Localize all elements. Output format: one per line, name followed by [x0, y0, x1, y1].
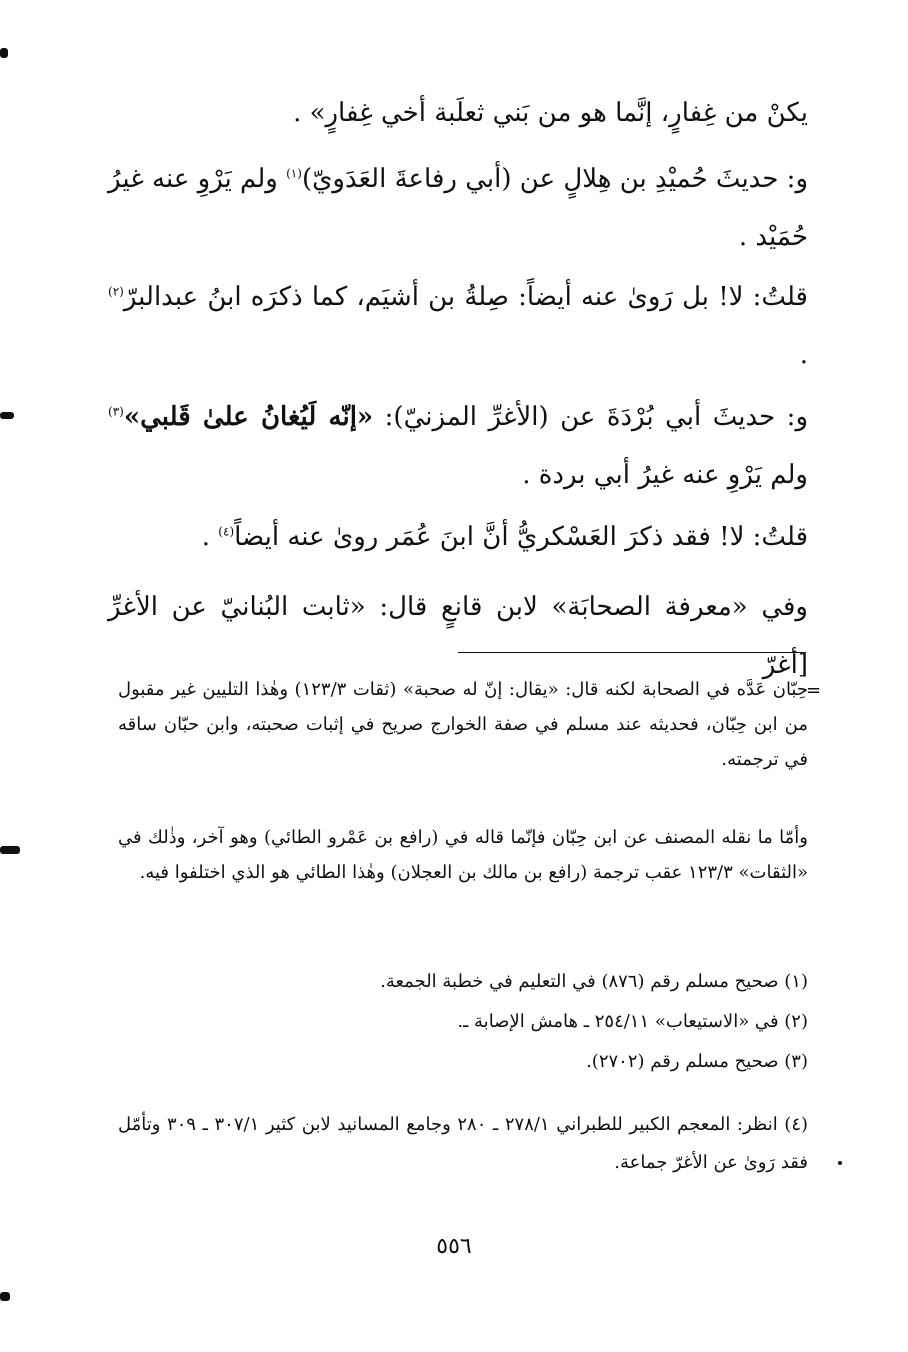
footnote-continuation-mark: =: [806, 680, 822, 701]
paragraph-6: وفي «معرفة الصحابَة» لابن قانعٍ قال: «ثابت البُنانيّ عن الأغرِّ [أغرّ: [108, 592, 808, 680]
scan-mark-3: [0, 846, 20, 854]
footnote-ref-2: (٢): [108, 284, 124, 299]
paragraph-4-text: و: حديثَ أبي بُرْدَةَ عن (الأغرِّ المزنيّ):: [373, 402, 808, 432]
footnote-separator: [458, 652, 806, 653]
footnote-list: [118, 962, 808, 1082]
paragraph-5-tail: .: [201, 522, 219, 552]
hadith-quote: «إنّه لَيُغانُ علىٰ قَلبي»: [123, 402, 374, 432]
footnote-ref-1: (١): [286, 166, 302, 181]
paragraph-2: [108, 150, 808, 266]
paragraph-3-text: قلتُ: لا! بل رَوىٰ عنه أيضاً: صِلةُ بن أشيَم، كما ذكرَه ابنُ عبدالبرّ: [123, 282, 808, 312]
footnote-item: (١) صحيح مسلم رقم (٨٧٦) في التعليم في خطبة الجمعة.: [380, 971, 808, 992]
scan-mark-4: [0, 1292, 10, 1301]
scan-mark-2: [0, 412, 14, 419]
footnote-note: وأمّا ما نقله المصنف عن ابن حِبّان فإنّما قاله في (رافع بن عَمْرو الطائي) وهو آخر، وذٰلك في «الثقات» ١٢٣/٣ عقب ترجمة (رافع بن مالك بن العجلان) وهٰذا الطائي هو الذي اختلفوا فيه.: [118, 827, 808, 883]
paragraph-2-text: و: حديثَ حُميْدِ بن هِلالٍ عن (أبي رفاعةَ العَدَويّ): [301, 164, 808, 194]
footnote-ref-4: (٤): [218, 524, 235, 539]
scan-dot: [838, 1161, 842, 1165]
paragraph-2-tail: ولم يَرْوِ عنه غيرُ حُمَيْد .: [108, 164, 808, 252]
paragraph-4-tail: ولم يَرْوِ عنه غيرُ أبي بردة .: [522, 460, 808, 490]
paragraph-5: [108, 508, 808, 566]
footnote-continuation: حِبّان عَدَّه في الصحابة لكنه قال: «يقال: إنّ له صحبة» (ثقات ١٢٣/٣) وهٰذا التليين غير مقبول من ابن حِبّان، فحديثه عند مسلم في صفة الخوارج صريح في إثبات صحبته، وابن حبّان ساقه في ترجمته.: [118, 679, 808, 770]
page-number: ٥٥٦: [436, 1234, 472, 1259]
paragraph-3: [108, 268, 808, 384]
scan-mark-1: [0, 48, 8, 58]
footnote-item-4: (٤) انظر: المعجم الكبير للطبراني ٢٧٨/١ ـ ٢٨٠ وجامع المسانيد لابن كثير ٣٠٧/١ ـ ٣٠٩ وتأمّل فقد رَوىٰ عن الأغرّ جماعة.: [118, 1114, 809, 1173]
paragraph-1: يكنْ من غِفارٍ، إنَّما هو من بَني ثعلَبة أخي غِفارٍ» .: [293, 98, 808, 128]
footnote-item: (٣) صحيح مسلم رقم (٢٧٠٢).: [586, 1051, 808, 1072]
paragraph-5-text: قلتُ: لا! فقد ذكرَ العَسْكريُّ أنَّ ابنَ عُمَر روىٰ عنه أيضاً: [234, 522, 808, 552]
paragraph-3-tail: .: [799, 340, 808, 370]
footnote-item: (٢) في «الاستيعاب» ٢٥٤/١١ ـ هامش الإصابة ـ.: [457, 1011, 808, 1032]
footnote-ref-3: (٣): [108, 404, 124, 419]
paragraph-4: [108, 388, 808, 504]
